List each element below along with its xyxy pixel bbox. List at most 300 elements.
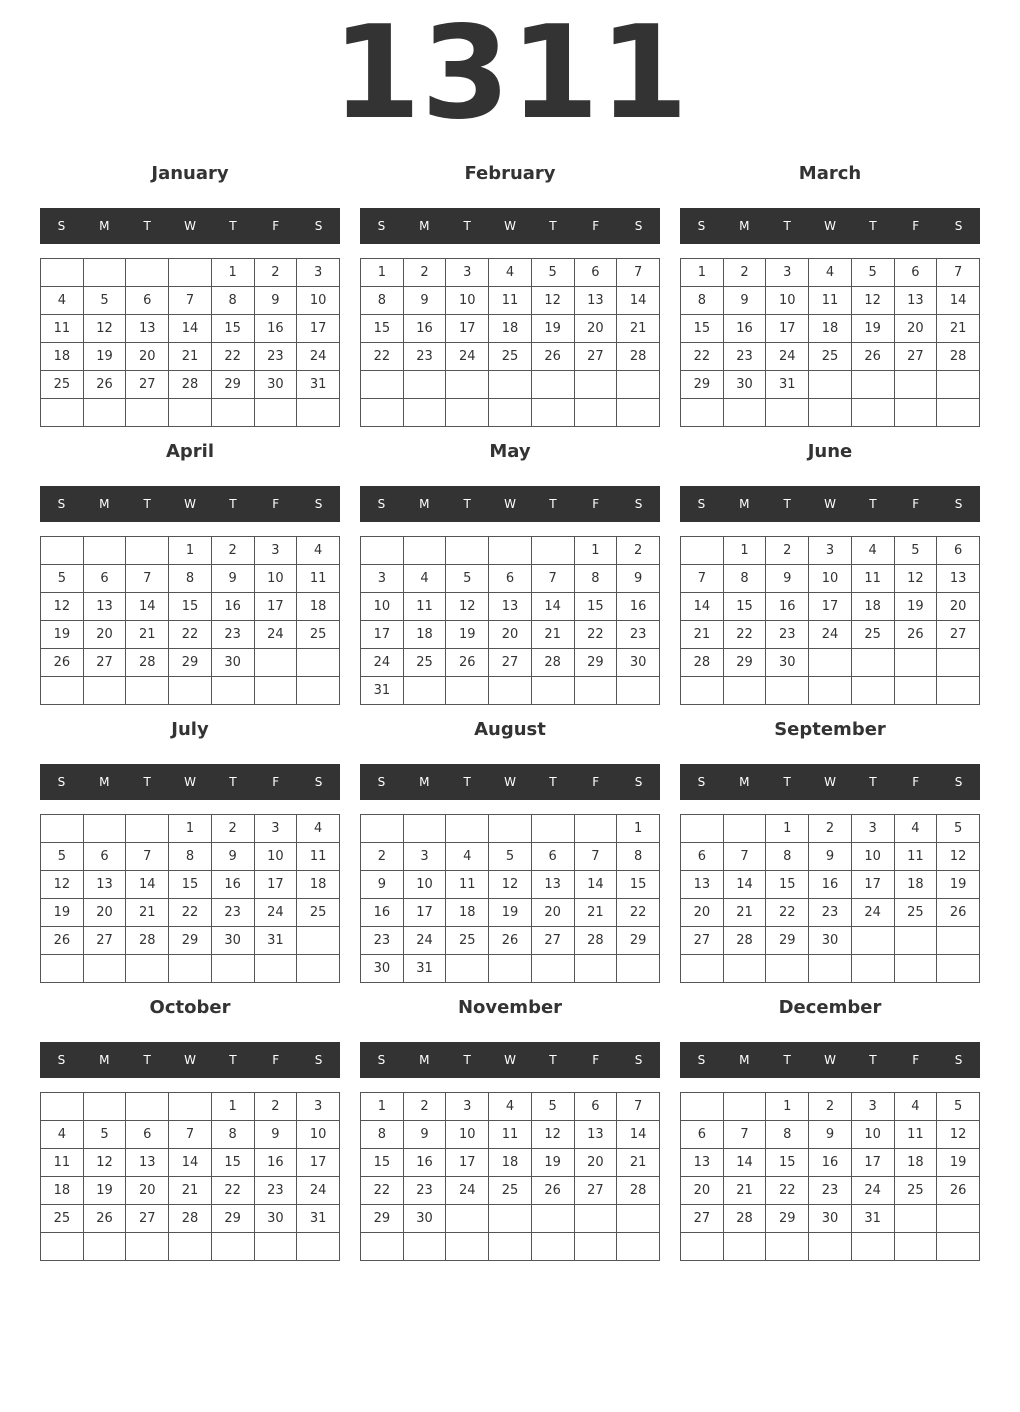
day-cell: 30 (617, 649, 660, 677)
day-cell: 28 (574, 927, 617, 955)
day-cell: 1 (574, 537, 617, 565)
empty-day-cell (531, 1205, 574, 1233)
day-cell: 19 (41, 621, 84, 649)
week-row (681, 343, 980, 371)
empty-day-cell (211, 399, 254, 427)
day-cell: 3 (446, 1093, 489, 1121)
day-cell: 23 (211, 621, 254, 649)
weekday-label: M (739, 497, 750, 511)
day-cell: 21 (617, 315, 660, 343)
day-cell: 26 (937, 1177, 980, 1205)
day-cell: 29 (211, 371, 254, 399)
day-cell: 9 (809, 843, 852, 871)
day-cell: 13 (574, 287, 617, 315)
day-cell: 20 (574, 1149, 617, 1177)
day-cell: 24 (851, 899, 894, 927)
empty-day-cell (894, 1233, 937, 1261)
week-row (361, 649, 660, 677)
weekday-label: S (314, 219, 323, 233)
week-row (41, 927, 340, 955)
day-cell: 20 (937, 593, 980, 621)
day-cell: 11 (297, 843, 340, 871)
day-cell: 29 (766, 1205, 809, 1233)
weekday-header (40, 486, 340, 522)
day-cell: 1 (169, 537, 212, 565)
day-cell: 10 (851, 1121, 894, 1149)
empty-day-cell (169, 955, 212, 983)
day-cell: 5 (937, 1093, 980, 1121)
empty-day-cell (894, 677, 937, 705)
day-cell: 27 (126, 1205, 169, 1233)
day-cell: 3 (851, 1093, 894, 1121)
empty-day-cell (446, 955, 489, 983)
day-cell: 4 (894, 1093, 937, 1121)
week-row (361, 593, 660, 621)
empty-day-cell (446, 371, 489, 399)
weekday-label: T (869, 497, 877, 511)
day-cell: 8 (617, 843, 660, 871)
empty-day-cell (574, 371, 617, 399)
weekday-label: T (143, 219, 151, 233)
day-cell: 5 (894, 537, 937, 565)
weekday-label: F (272, 497, 280, 511)
week-row (681, 287, 980, 315)
empty-day-cell (937, 955, 980, 983)
week-row (41, 537, 340, 565)
empty-day-cell (894, 955, 937, 983)
empty-day-cell (211, 1233, 254, 1261)
day-cell: 19 (531, 315, 574, 343)
empty-day-cell (574, 955, 617, 983)
day-cell: 19 (937, 1149, 980, 1177)
month-name: October (149, 997, 231, 1018)
day-grid (360, 536, 660, 705)
week-row (41, 287, 340, 315)
day-cell: 18 (489, 315, 532, 343)
weekday-label: S (377, 219, 386, 233)
empty-day-cell (83, 955, 126, 983)
day-cell: 20 (681, 1177, 724, 1205)
day-cell: 17 (766, 315, 809, 343)
empty-day-cell (41, 815, 84, 843)
empty-day-cell (574, 677, 617, 705)
empty-day-cell (937, 927, 980, 955)
empty-day-cell (574, 815, 617, 843)
day-cell: 4 (446, 843, 489, 871)
weekday-label: S (314, 1053, 323, 1067)
day-cell: 17 (403, 899, 446, 927)
day-cell: 1 (766, 1093, 809, 1121)
empty-day-cell (937, 677, 980, 705)
day-cell: 22 (169, 621, 212, 649)
day-cell: 16 (254, 1149, 297, 1177)
empty-day-cell (254, 399, 297, 427)
day-cell: 1 (211, 259, 254, 287)
day-cell: 23 (403, 1177, 446, 1205)
week-row (41, 1205, 340, 1233)
weekday-label: T (549, 497, 557, 511)
day-cell: 30 (766, 649, 809, 677)
day-cell: 6 (126, 287, 169, 315)
day-cell: 10 (254, 565, 297, 593)
day-cell: 22 (617, 899, 660, 927)
day-cell: 27 (574, 343, 617, 371)
day-cell: 3 (403, 843, 446, 871)
weekday-label: W (824, 219, 836, 233)
day-cell: 13 (681, 871, 724, 899)
empty-day-cell (851, 371, 894, 399)
day-cell: 20 (489, 621, 532, 649)
empty-day-cell (297, 927, 340, 955)
day-cell: 26 (851, 343, 894, 371)
day-cell: 19 (489, 899, 532, 927)
empty-day-cell (83, 815, 126, 843)
day-cell: 30 (211, 927, 254, 955)
empty-day-cell (723, 399, 766, 427)
day-cell: 7 (169, 1121, 212, 1149)
week-row (681, 537, 980, 565)
day-cell: 20 (681, 899, 724, 927)
day-cell: 21 (723, 1177, 766, 1205)
empty-day-cell (169, 399, 212, 427)
empty-day-cell (574, 1205, 617, 1233)
empty-day-cell (681, 815, 724, 843)
day-cell: 28 (937, 343, 980, 371)
empty-day-cell (361, 1233, 404, 1261)
day-cell: 2 (723, 259, 766, 287)
day-cell: 11 (809, 287, 852, 315)
day-cell: 4 (894, 815, 937, 843)
day-cell: 14 (681, 593, 724, 621)
weekday-label: W (184, 775, 196, 789)
day-cell: 21 (169, 343, 212, 371)
empty-day-cell (809, 955, 852, 983)
day-cell: 9 (361, 871, 404, 899)
day-cell: 20 (126, 343, 169, 371)
day-cell: 10 (809, 565, 852, 593)
day-cell: 19 (41, 899, 84, 927)
day-cell: 14 (937, 287, 980, 315)
empty-day-cell (681, 537, 724, 565)
day-cell: 25 (489, 1177, 532, 1205)
weekday-label: M (419, 775, 430, 789)
week-row (41, 315, 340, 343)
day-cell: 11 (489, 1121, 532, 1149)
empty-day-cell (361, 537, 404, 565)
weekday-label: T (143, 775, 151, 789)
day-cell: 5 (83, 287, 126, 315)
day-cell: 3 (851, 815, 894, 843)
day-cell: 17 (254, 871, 297, 899)
week-row (681, 259, 980, 287)
day-cell: 4 (403, 565, 446, 593)
day-cell: 30 (211, 649, 254, 677)
empty-day-cell (297, 649, 340, 677)
day-cell: 22 (766, 1177, 809, 1205)
empty-day-cell (937, 399, 980, 427)
empty-day-cell (83, 537, 126, 565)
empty-day-cell (211, 955, 254, 983)
day-cell: 3 (446, 259, 489, 287)
day-grid (680, 1092, 980, 1261)
day-cell: 16 (403, 315, 446, 343)
day-grid (680, 536, 980, 705)
day-cell: 21 (937, 315, 980, 343)
month-name: January (151, 163, 229, 184)
day-grid (40, 1092, 340, 1261)
day-cell: 20 (531, 899, 574, 927)
empty-day-cell (254, 1233, 297, 1261)
month-name: August (474, 719, 546, 740)
week-row (41, 343, 340, 371)
day-cell: 29 (617, 927, 660, 955)
day-cell: 28 (169, 1205, 212, 1233)
empty-day-cell (126, 259, 169, 287)
day-grid (40, 536, 340, 705)
empty-day-cell (126, 1233, 169, 1261)
day-cell: 13 (531, 871, 574, 899)
day-grid (680, 258, 980, 427)
week-row (41, 871, 340, 899)
day-cell: 10 (297, 287, 340, 315)
day-cell: 3 (766, 259, 809, 287)
day-cell: 25 (851, 621, 894, 649)
day-cell: 3 (809, 537, 852, 565)
day-cell: 11 (894, 843, 937, 871)
day-cell: 24 (297, 343, 340, 371)
empty-day-cell (126, 677, 169, 705)
day-cell: 22 (681, 343, 724, 371)
day-cell: 12 (41, 593, 84, 621)
month-name: June (807, 441, 853, 462)
day-cell: 21 (574, 899, 617, 927)
month-name: July (171, 719, 209, 740)
day-cell: 22 (169, 899, 212, 927)
day-cell: 13 (894, 287, 937, 315)
day-cell: 17 (297, 315, 340, 343)
day-cell: 6 (574, 259, 617, 287)
day-cell: 8 (766, 1121, 809, 1149)
day-cell: 22 (361, 343, 404, 371)
weekday-label: T (463, 219, 471, 233)
empty-day-cell (766, 955, 809, 983)
day-cell: 4 (297, 815, 340, 843)
day-cell: 2 (809, 815, 852, 843)
day-cell: 27 (894, 343, 937, 371)
empty-day-cell (617, 1233, 660, 1261)
day-cell: 9 (723, 287, 766, 315)
empty-day-cell (169, 259, 212, 287)
empty-day-cell (531, 537, 574, 565)
day-cell: 29 (681, 371, 724, 399)
day-cell: 21 (617, 1149, 660, 1177)
week-row (361, 343, 660, 371)
day-cell: 15 (617, 871, 660, 899)
day-cell: 26 (83, 1205, 126, 1233)
empty-day-cell (446, 1205, 489, 1233)
day-cell: 18 (894, 1149, 937, 1177)
empty-day-cell (851, 955, 894, 983)
year-title: 1311 (331, 0, 689, 148)
day-cell: 26 (41, 927, 84, 955)
day-cell: 24 (403, 927, 446, 955)
day-cell: 12 (894, 565, 937, 593)
weekday-label: T (463, 497, 471, 511)
weekday-label: S (697, 1053, 706, 1067)
day-cell: 2 (211, 815, 254, 843)
day-cell: 5 (851, 259, 894, 287)
day-cell: 2 (361, 843, 404, 871)
weekday-label: M (419, 219, 430, 233)
weekday-label: T (143, 497, 151, 511)
week-row (681, 1177, 980, 1205)
day-cell: 5 (83, 1121, 126, 1149)
day-cell: 23 (617, 621, 660, 649)
day-grid (680, 814, 980, 983)
day-cell: 15 (211, 315, 254, 343)
empty-day-cell (41, 1233, 84, 1261)
weekday-header (360, 1042, 660, 1078)
day-cell: 12 (531, 1121, 574, 1149)
week-row (41, 1149, 340, 1177)
weekday-label: S (314, 497, 323, 511)
week-row (681, 593, 980, 621)
empty-day-cell (361, 399, 404, 427)
day-cell: 7 (126, 843, 169, 871)
day-cell: 12 (83, 315, 126, 343)
day-cell: 10 (361, 593, 404, 621)
day-cell: 7 (723, 1121, 766, 1149)
day-cell: 21 (169, 1177, 212, 1205)
day-cell: 14 (723, 1149, 766, 1177)
month-name: November (457, 997, 563, 1018)
weekday-label: M (99, 775, 110, 789)
empty-day-cell (723, 955, 766, 983)
day-cell: 17 (809, 593, 852, 621)
day-cell: 24 (851, 1177, 894, 1205)
day-cell: 5 (531, 259, 574, 287)
day-cell: 4 (41, 287, 84, 315)
day-cell: 9 (766, 565, 809, 593)
weekday-label: T (229, 1053, 237, 1067)
day-cell: 19 (894, 593, 937, 621)
week-row (361, 1149, 660, 1177)
day-cell: 27 (531, 927, 574, 955)
empty-day-cell (489, 399, 532, 427)
day-cell: 18 (894, 871, 937, 899)
day-cell: 9 (403, 287, 446, 315)
day-cell: 27 (681, 927, 724, 955)
day-cell: 5 (489, 843, 532, 871)
day-cell: 3 (254, 537, 297, 565)
weekday-label: W (504, 775, 516, 789)
week-row (681, 1149, 980, 1177)
day-cell: 1 (617, 815, 660, 843)
day-cell: 19 (446, 621, 489, 649)
empty-day-cell (169, 1233, 212, 1261)
day-cell: 7 (681, 565, 724, 593)
month-name: March (798, 163, 862, 184)
weekday-header (680, 1042, 980, 1078)
day-cell: 29 (766, 927, 809, 955)
day-grid (360, 814, 660, 983)
day-cell: 17 (851, 871, 894, 899)
empty-day-cell (403, 815, 446, 843)
weekday-label: F (592, 775, 600, 789)
weekday-label: S (57, 497, 66, 511)
day-cell: 11 (41, 1149, 84, 1177)
day-cell: 11 (894, 1121, 937, 1149)
weekday-header (360, 486, 660, 522)
week-row (361, 1177, 660, 1205)
day-cell: 4 (851, 537, 894, 565)
day-cell: 17 (446, 1149, 489, 1177)
weekday-label: W (184, 497, 196, 511)
week-row (681, 1121, 980, 1149)
week-row (361, 315, 660, 343)
day-cell: 23 (254, 1177, 297, 1205)
weekday-label: S (954, 775, 963, 789)
week-row (361, 621, 660, 649)
day-cell: 6 (489, 565, 532, 593)
empty-day-cell (83, 259, 126, 287)
empty-day-cell (617, 1205, 660, 1233)
empty-day-cell (169, 1093, 212, 1121)
weekday-label: T (869, 219, 877, 233)
day-cell: 22 (361, 1177, 404, 1205)
weekday-label: W (504, 497, 516, 511)
day-cell: 1 (211, 1093, 254, 1121)
week-row (681, 621, 980, 649)
day-cell: 10 (297, 1121, 340, 1149)
empty-day-cell (446, 537, 489, 565)
day-cell: 26 (489, 927, 532, 955)
day-cell: 16 (617, 593, 660, 621)
empty-day-cell (41, 1093, 84, 1121)
day-cell: 25 (894, 1177, 937, 1205)
day-cell: 26 (83, 371, 126, 399)
day-cell: 5 (446, 565, 489, 593)
day-cell: 24 (766, 343, 809, 371)
day-cell: 21 (126, 621, 169, 649)
day-cell: 23 (361, 927, 404, 955)
weekday-label: S (697, 775, 706, 789)
week-row (41, 399, 340, 427)
day-cell: 3 (254, 815, 297, 843)
empty-day-cell (851, 649, 894, 677)
day-cell: 11 (851, 565, 894, 593)
empty-day-cell (126, 537, 169, 565)
weekday-label: F (592, 497, 600, 511)
weekday-label: S (634, 497, 643, 511)
day-cell: 31 (403, 955, 446, 983)
empty-day-cell (169, 677, 212, 705)
day-grid (40, 814, 340, 983)
empty-day-cell (937, 649, 980, 677)
day-cell: 25 (809, 343, 852, 371)
week-row (681, 815, 980, 843)
empty-day-cell (297, 677, 340, 705)
day-cell: 28 (723, 927, 766, 955)
day-cell: 29 (574, 649, 617, 677)
weekday-label: M (99, 219, 110, 233)
weekday-label: T (549, 1053, 557, 1067)
day-cell: 22 (574, 621, 617, 649)
weekday-label: S (377, 775, 386, 789)
day-cell: 21 (681, 621, 724, 649)
day-cell: 25 (41, 371, 84, 399)
day-cell: 12 (937, 1121, 980, 1149)
